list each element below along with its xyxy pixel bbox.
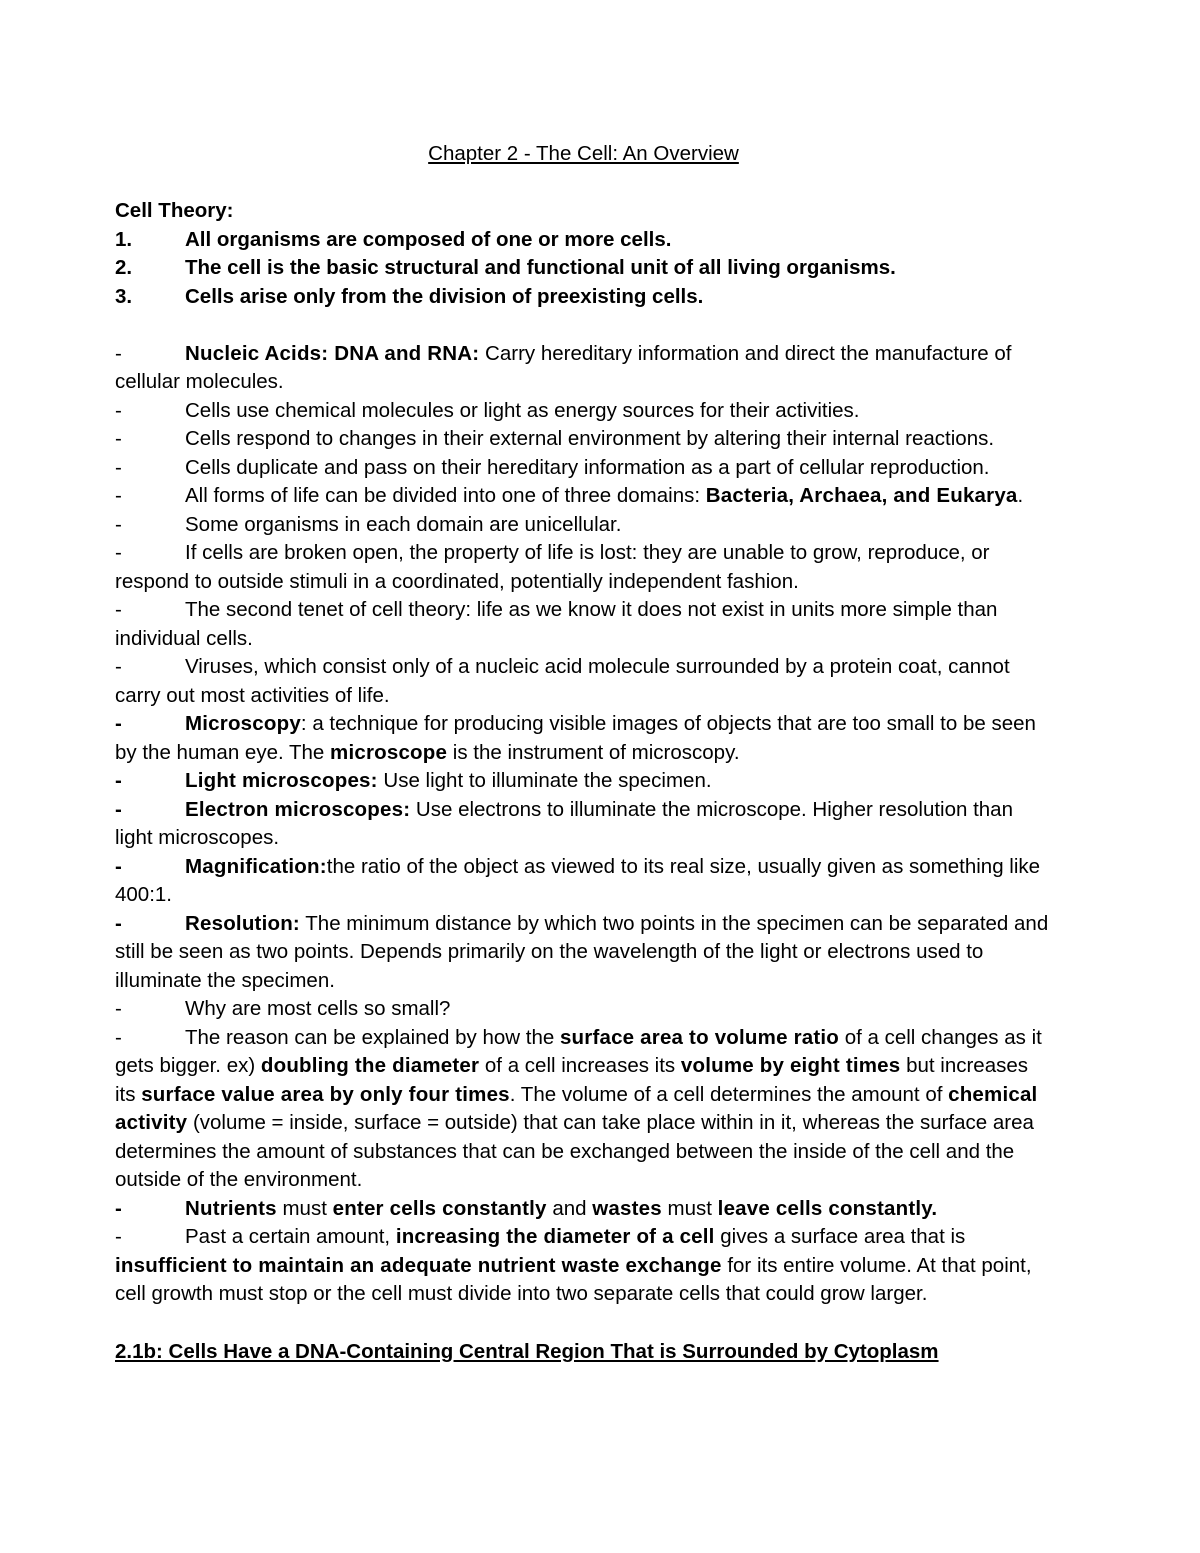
bullet-dash: - — [115, 541, 122, 564]
bullet-dash: - — [115, 712, 122, 735]
text-segment: gives a surface area that is — [714, 1225, 966, 1248]
list-item — [115, 910, 1052, 996]
item-number: 1. — [115, 227, 133, 251]
cell-theory-list — [115, 226, 1052, 312]
bullet-dash: - — [115, 1196, 122, 1220]
bullet-dash: - — [115, 341, 122, 365]
item-number: 3. — [115, 284, 133, 308]
item-number: 2. — [115, 256, 133, 279]
text-segment: The reason can be explained by how the — [185, 1025, 560, 1049]
bullet-dash: - — [115, 598, 122, 621]
list-item — [115, 425, 1052, 454]
text-segment: The second tenet of cell theory: life as we know it does not exist in units more simple than individual cells. — [115, 598, 998, 650]
bold-term: Nucleic Acids: DNA and RNA: — [185, 341, 480, 365]
list-item — [115, 1195, 1052, 1224]
item-text: Cells arise only from the division of preexisting cells. — [185, 284, 704, 308]
list-item — [115, 653, 1052, 710]
list-item — [115, 482, 1052, 511]
bold-term: Bacteria, Archaea, and Eukarya — [705, 484, 1018, 507]
list-item — [115, 767, 1052, 796]
text-segment: All forms of life can be divided into one of three domains: — [185, 484, 706, 507]
bold-term: Microscopy — [185, 712, 301, 735]
text-segment: Use electrons to illuminate the microscope. Higher resolution than light microscopes. — [115, 797, 1013, 849]
bold-term: leave cells constantly. — [717, 1196, 938, 1220]
text-segment: and — [546, 1196, 593, 1220]
text-segment: Carry hereditary information and direct the manufacture of cellular molecules. — [115, 341, 1012, 393]
list-item — [115, 539, 1052, 596]
list-item — [115, 796, 1052, 853]
cell-theory-item — [115, 283, 1052, 312]
section-heading: 2.1b: Cells Have a DNA-Containing Central Region That is Surrounded by Cytoplasm — [115, 1339, 939, 1363]
text-segment: Cells duplicate and pass on their hereditary information as a part of cellular reproduction. — [185, 455, 990, 479]
text-segment: for its entire volume. At that point, cell growth must stop or the cell must divide into two separate cells that could grow larger. — [115, 1253, 1032, 1305]
bold-term: Light microscopes: — [185, 769, 378, 792]
text-segment: Viruses, which consist only of a nucleic acid molecule surrounded by a protein coat, cannot carry out most activities of life. — [115, 655, 1010, 707]
cell-theory-heading: Cell Theory: — [115, 199, 234, 222]
text-segment: If cells are broken open, the property of life is lost: they are unable to grow, reproduce, or respond to outside stimuli in a coordinated, potentially independent fashion. — [115, 541, 990, 593]
item-text: The cell is the basic structural and functional unit of all living organisms. — [185, 256, 896, 279]
text-segment: must — [661, 1196, 718, 1220]
list-item — [115, 1024, 1052, 1195]
text-segment: The minimum distance by which two points in the specimen can be separated and still be seen as two points. Depends primarily on the wavelength of the light or electrons used to illuminate the specimen. — [115, 911, 1049, 992]
bold-term: microscope — [330, 740, 448, 764]
text-segment: : a technique for producing visible images of objects that are too small to be seen by the human eye. The — [115, 712, 1036, 764]
bold-term: enter cells constantly — [332, 1196, 547, 1220]
list-item — [115, 511, 1052, 540]
bullet-dash: - — [115, 398, 122, 422]
text-segment: Past a certain amount, — [185, 1225, 396, 1248]
bold-term: increasing the diameter of a cell — [395, 1225, 715, 1248]
bold-term: surface value area by only four times — [141, 1082, 510, 1106]
bullet-dash: - — [115, 455, 122, 479]
list-item — [115, 710, 1052, 767]
list-item — [115, 1223, 1052, 1309]
text-segment: Some organisms in each domain are unicellular. — [185, 512, 622, 536]
bold-term: wastes — [592, 1196, 662, 1220]
text-segment: . The volume of a cell determines the amount of — [509, 1082, 949, 1106]
list-item — [115, 853, 1052, 910]
text-segment: of a cell increases its — [479, 1054, 681, 1077]
bullet-dash: - — [115, 512, 122, 536]
bold-term: chemical activity — [115, 1082, 1038, 1134]
cell-theory-item — [115, 254, 1052, 283]
item-text: All organisms are composed of one or more cells. — [185, 227, 672, 251]
text-segment: must — [276, 1196, 333, 1220]
text-segment: . — [1017, 484, 1024, 507]
cell-theory-item — [115, 226, 1052, 255]
bold-term: insufficient to maintain an adequate nutrient waste exchange — [115, 1253, 722, 1277]
text-segment: is the instrument of microscopy. — [447, 740, 740, 764]
bullet-dash: - — [115, 997, 122, 1020]
bullet-dash: - — [115, 797, 122, 821]
bold-term: Magnification: — [185, 854, 327, 878]
list-item — [115, 995, 1052, 1024]
bold-term: Nutrients — [185, 1196, 277, 1220]
bullet-dash: - — [115, 1025, 122, 1049]
bold-term: Resolution: — [185, 911, 300, 935]
bold-term: surface area to volume ratio — [559, 1025, 839, 1049]
bullet-dash: - — [115, 769, 122, 792]
list-item — [115, 340, 1052, 397]
text-segment: Use light to illuminate the specimen. — [377, 769, 712, 792]
bold-term: Electron microscopes: — [185, 797, 411, 821]
text-segment: Cells use chemical molecules or light as energy sources for their activities. — [185, 398, 860, 422]
bold-term: doubling the diameter — [260, 1054, 480, 1077]
bullet-dash: - — [115, 854, 122, 878]
spacer — [115, 311, 1052, 340]
text-segment: Why are most cells so small? — [185, 997, 451, 1020]
text-segment: the ratio of the object as viewed to its real size, usually given as something like 400:1. — [115, 854, 1041, 906]
bullet-dash: - — [115, 911, 122, 935]
bullet-dash: - — [115, 484, 122, 507]
text-segment: Cells respond to changes in their external environment by altering their internal reactions. — [185, 427, 995, 450]
bullet-dash: - — [115, 655, 122, 678]
text-segment: (volume = inside, surface = outside) that can take place within in it, whereas the surface area determines the amount of substances that can be exchanged between the inside of the cell and the outside of the environment. — [115, 1111, 1034, 1191]
notes-bullet-list — [115, 340, 1052, 1309]
bold-term: volume by eight times — [680, 1054, 901, 1077]
page-title: Chapter 2 - The Cell: An Overview — [428, 142, 739, 165]
list-item — [115, 596, 1052, 653]
bullet-dash: - — [115, 427, 122, 450]
text-segment: of a cell changes as it gets bigger. ex) — [115, 1025, 1042, 1077]
text-segment: but increases its — [115, 1054, 1028, 1106]
list-item — [115, 397, 1052, 426]
list-item — [115, 454, 1052, 483]
bullet-dash: - — [115, 1225, 122, 1248]
